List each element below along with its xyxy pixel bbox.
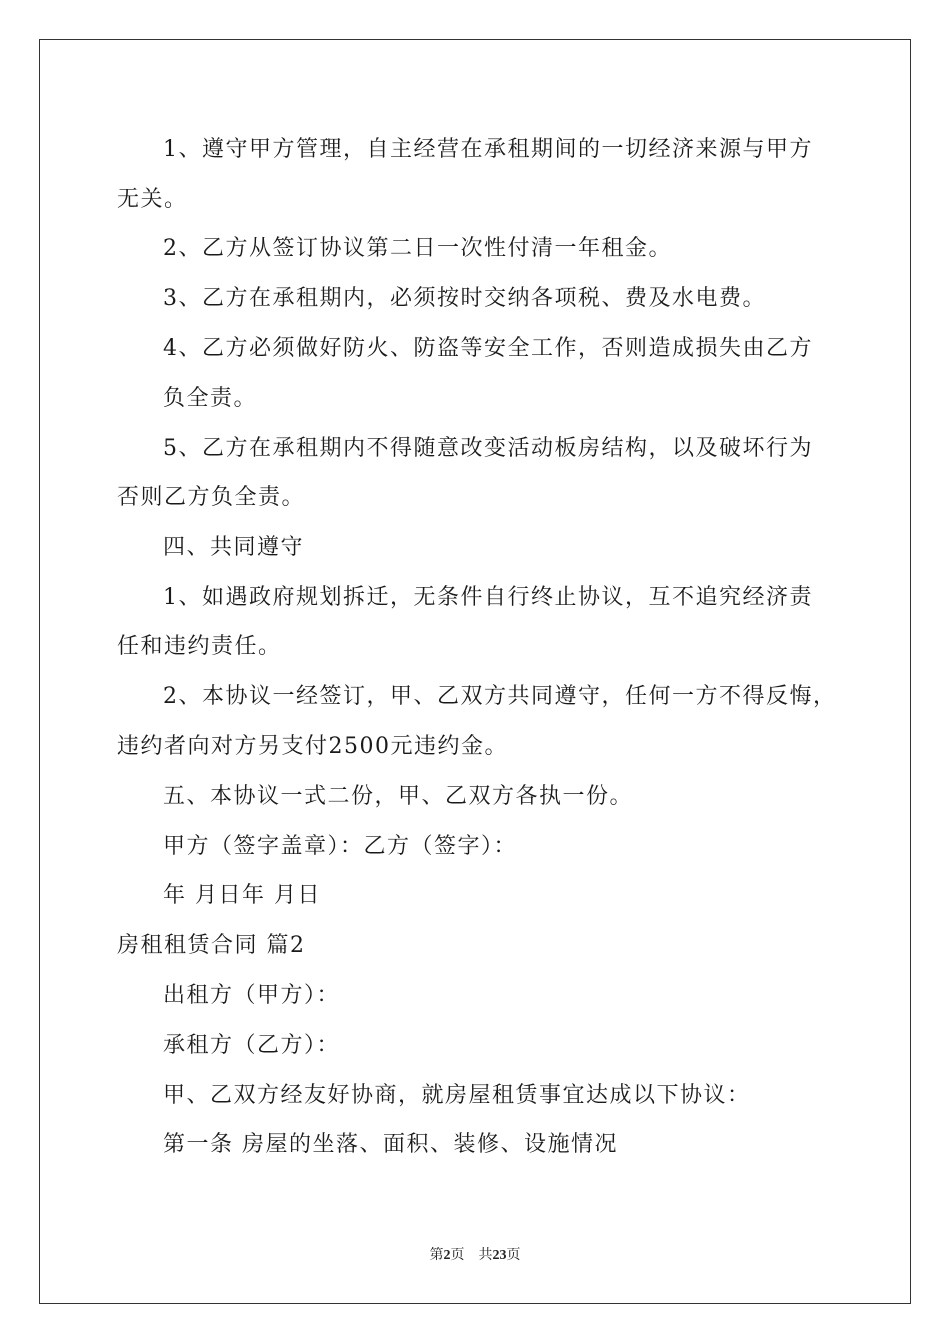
footer-total-suffix: 页 <box>506 1248 521 1263</box>
footer-page-number: 2 <box>443 1248 451 1263</box>
text-line: 负全责。 <box>163 386 258 411</box>
footer-total-pages: 23 <box>492 1248 507 1263</box>
date-line: 年 月日年 月日 <box>163 883 321 908</box>
footer-page-suffix: 页 <box>450 1248 465 1263</box>
text-line: 4、乙方必须做好防火、防盗等安全工作，否则造成损失由乙方 <box>163 336 813 361</box>
text-line: 无关。 <box>117 187 188 212</box>
document-title: 房租租赁合同 篇2 <box>117 933 306 958</box>
page-footer <box>0 1246 950 1266</box>
text-line: 1、遵守甲方管理，自主经营在承租期间的一切经济来源与甲方 <box>163 137 813 162</box>
footer-page-prefix: 第 <box>429 1248 444 1263</box>
text-line: 2、本协议一经签订，甲、乙双方共同遵守，任何一方不得反悔， <box>163 684 837 709</box>
text-line: 违约者向对方另支付2500元违约金。 <box>117 734 508 759</box>
text-line: 2、乙方从签订协议第二日一次性付清一年租金。 <box>163 236 672 261</box>
section-heading: 四、共同遵守 <box>163 535 305 560</box>
article-heading: 第一条 房屋的坐落、面积、装修、设施情况 <box>163 1132 618 1157</box>
text-line: 3、乙方在承租期内，必须按时交纳各项税、费及水电费。 <box>163 286 766 311</box>
text-line: 否则乙方负全责。 <box>117 485 306 510</box>
text-line: 任和违约责任。 <box>117 634 282 659</box>
signature-line: 甲方（签字盖章）：乙方（签字）： <box>163 834 518 859</box>
lessee-line: 承租方（乙方）： <box>163 1033 341 1058</box>
section-heading: 五、本协议一式二份，甲、乙双方各执一份。 <box>163 784 634 809</box>
text-line: 甲、乙双方经友好协商，就房屋租赁事宜达成以下协议： <box>163 1083 751 1108</box>
text-line: 5、乙方在承租期内不得随意改变活动板房结构，以及破坏行为 <box>163 436 813 461</box>
page-border <box>39 39 911 1304</box>
text-line: 1、如遇政府规划拆迁，无条件自行终止协议，互不追究经济责 <box>163 585 813 610</box>
footer-total-prefix: 共 <box>478 1248 493 1263</box>
lessor-line: 出租方（甲方）： <box>163 983 341 1008</box>
